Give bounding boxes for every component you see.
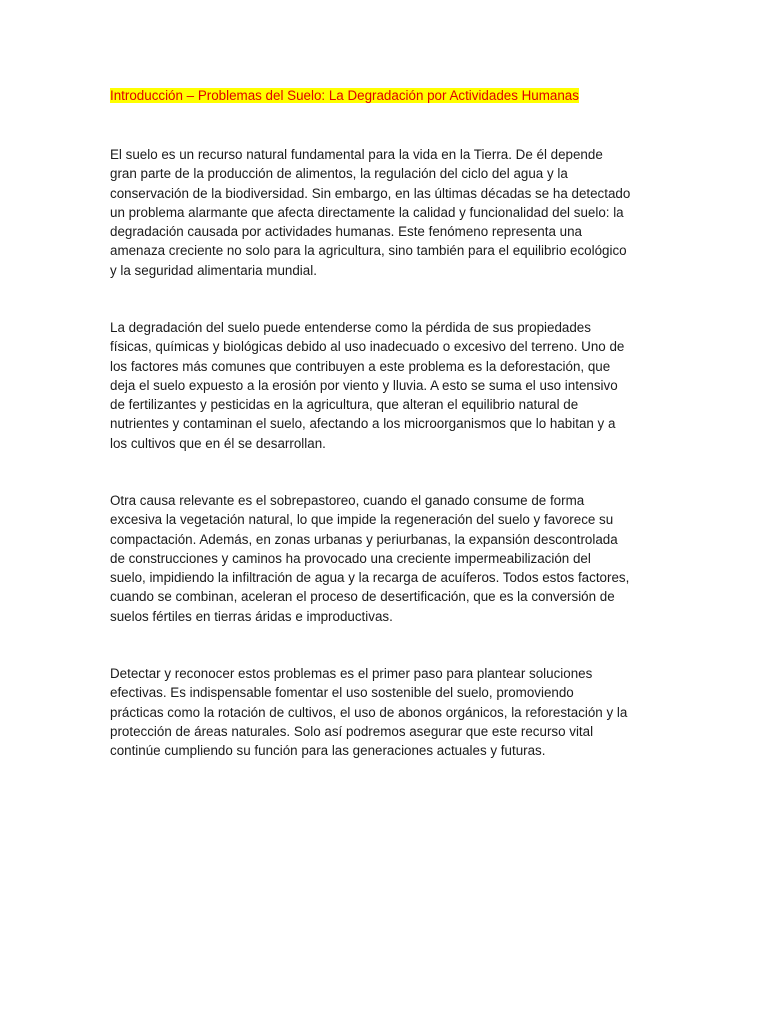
paragraph-3 bbox=[110, 491, 666, 626]
paragraph-line: La degradación del suelo puede entenderse como la pérdida de sus propiedades bbox=[110, 320, 591, 335]
paragraph-line: protección de áreas naturales. Solo así podremos asegurar que este recurso vital bbox=[110, 723, 594, 739]
paragraph-line: Otra causa relevante es el sobrepastoreo, cuando el ganado consume de forma bbox=[110, 493, 585, 508]
paragraph-line: cuando se combinan, aceleran el proceso de desertificación, que es la conversión de bbox=[110, 589, 615, 605]
paragraph-line: un problema alarmante que afecta directamente la calidad y funcionalidad del suelo: la bbox=[110, 204, 624, 220]
paragraph-line: amenaza creciente no solo para la agricultura, sino también para el equilibrio ecológico bbox=[110, 243, 627, 259]
paragraph-line: El suelo es un recurso natural fundamental para la vida en la Tierra. De él depende bbox=[110, 147, 603, 162]
paragraph-line: deja el suelo expuesto a la erosión por viento y lluvia. A esto se suma el uso intensivo bbox=[110, 377, 618, 393]
paragraph-4 bbox=[110, 664, 666, 760]
paragraph-line: efectivas. Es indispensable fomentar el uso sostenible del suelo, promoviendo bbox=[110, 685, 574, 701]
paragraph-1 bbox=[110, 145, 666, 280]
paragraph-line: de construcciones y caminos ha provocado una creciente impermeabilización del bbox=[110, 550, 591, 566]
paragraph-line: gran parte de la producción de alimentos, la regulación del ciclo del agua y la bbox=[110, 166, 568, 182]
paragraph-line: excesiva la vegetación natural, lo que impide la regeneración del suelo y favorece su bbox=[110, 512, 614, 528]
paragraph-line: degradación causada por actividades humanas. Este fenómeno representa una bbox=[110, 224, 582, 240]
paragraph-line: Detectar y reconocer estos problemas es el primer paso para plantear soluciones bbox=[110, 666, 593, 681]
paragraph-line: nutrientes y contaminan el suelo, afectando a los microorganismos que lo habitan y a bbox=[110, 416, 616, 432]
paragraph-line: suelo, impidiendo la infiltración de agua y la recarga de acuíferos. Todos estos factores, bbox=[110, 570, 630, 586]
paragraph-line: continúe cumpliendo su función para las generaciones actuales y futuras. bbox=[110, 743, 546, 759]
document-title-text: Introducción – Problemas del Suelo: La Degradación por Actividades Humanas bbox=[110, 88, 579, 103]
paragraph-line: los cultivos que en él se desarrollan. bbox=[110, 435, 326, 451]
paragraph-line: los factores más comunes que contribuyen a este problema es la deforestación, que bbox=[110, 358, 611, 374]
paragraph-line: suelos fértiles en tierras áridas e improductivas. bbox=[110, 608, 393, 624]
paragraph-line: y la seguridad alimentaria mundial. bbox=[110, 262, 317, 278]
paragraph-2 bbox=[110, 318, 666, 453]
paragraph-line: de fertilizantes y pesticidas en la agricultura, que alteran el equilibrio natural de bbox=[110, 397, 579, 413]
document-title bbox=[110, 86, 579, 105]
paragraph-line: físicas, químicas y biológicas debido al uso inadecuado o excesivo del terreno. Uno de bbox=[110, 339, 625, 355]
paragraph-line: compactación. Además, en zonas urbanas y periurbanas, la expansión descontrolada bbox=[110, 531, 618, 547]
paragraph-line: conservación de la biodiversidad. Sin embargo, en las últimas décadas se ha detectado bbox=[110, 185, 631, 201]
paragraph-line: prácticas como la rotación de cultivos, el uso de abonos orgánicos, la reforestación y la bbox=[110, 704, 628, 720]
